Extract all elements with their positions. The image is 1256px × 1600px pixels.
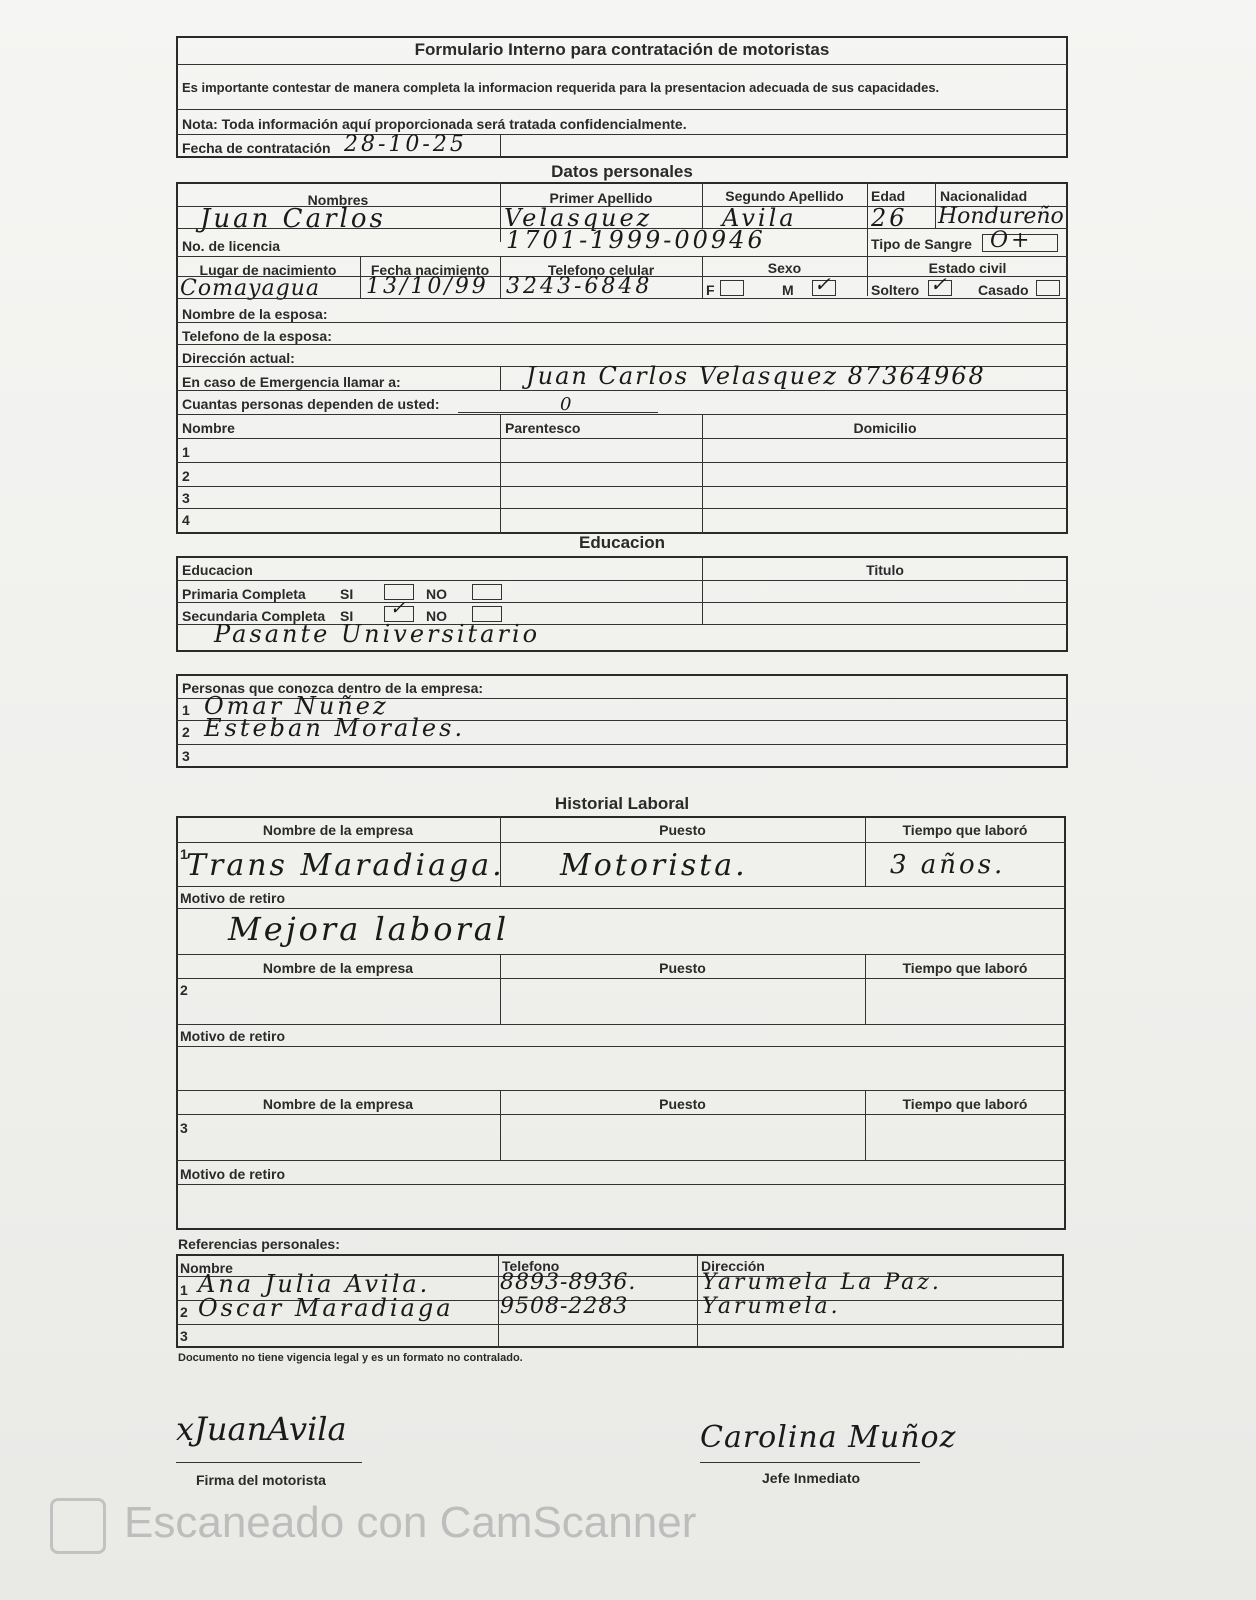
camscanner-logo-icon [50,1498,106,1554]
education-section-title: Educacion [579,533,665,552]
label-soltero: Soltero [871,282,920,298]
secundaria-si-mark: ✓ [390,598,409,619]
label-primaria: Primaria Completa [182,586,306,602]
label-segundo-apellido: Segundo Apellido [725,188,844,204]
label-fecha-nacimiento: Fecha nacimiento [370,262,490,278]
label-telefono-esposa: Telefono de la esposa: [182,328,332,344]
secundaria-si-label: SI [340,608,354,624]
label-dependientes: Cuantas personas dependen de usted: [182,396,440,412]
dependent-row-1: 1 [182,444,190,460]
work2-col-empresa: Nombre de la empresa [262,960,414,976]
value-telefono-celular: 3243-6848 [506,274,653,299]
reference-2-nombre: Oscar Maradiaga [198,1294,454,1322]
references-label: Referencias personales: [178,1236,340,1252]
label-sex-f: F [706,282,715,298]
acquaintance-1-name: Omar Nuñez [204,692,389,720]
sex-m-mark: ✓ [814,272,834,296]
work1-puesto: Motorista. [560,848,748,883]
work3-motivo-label: Motivo de retiro [180,1166,286,1182]
value-edad: 26 [871,204,908,232]
form-title: Formulario Interno para contratación de motoristas [414,40,830,59]
work1-col-tiempo: Tiempo que laboró [902,822,1028,838]
supervisor-signature: Carolina Muñoz [700,1420,957,1455]
label-estado-civil: Estado civil [928,260,1007,276]
driver-signature-label: Firma del motorista [196,1472,326,1488]
label-emergencia: En caso de Emergencia llamar a: [182,374,401,390]
work1-col-empresa: Nombre de la empresa [262,822,414,838]
acquaintance-2-name: Esteban Morales. [204,714,466,742]
value-licencia: 1701-1999-00946 [506,226,766,254]
references-col-telefono: Telefono [502,1258,560,1274]
label-primer-apellido: Primer Apellido [549,190,653,206]
reference-1-nombre: Ana Julia Avila. [198,1270,431,1298]
disclaimer: Documento no tiene vigencia legal y es un formato no contralado. [178,1352,523,1364]
education-col-educacion: Educacion [182,562,253,578]
label-secundaria: Secundaria Completa [182,608,326,624]
work3-col-tiempo: Tiempo que laboró [902,1096,1028,1112]
sex-f-checkbox [720,280,744,296]
value-dependientes: 0 [560,394,575,415]
driver-signature: xJuanAvila [176,1410,347,1448]
hire-date-label: Fecha de contratación [182,140,331,156]
work2-col-tiempo: Tiempo que laboró [902,960,1028,976]
label-telefono-celular: Telefono celular [547,262,655,278]
label-nombres: Nombres [307,192,369,208]
references-col-nombre: Nombre [180,1260,233,1276]
intro-text: Es importante contestar de manera completa la informacion requerida para la presentacion adecuada de sus capacidades. [182,80,940,95]
work1-empresa: Trans Maradiaga. [186,848,505,883]
value-tipo-sangre: O+ [990,228,1033,253]
work2-col-puesto: Puesto [659,960,706,976]
dependent-row-4: 4 [182,512,190,528]
work1-motivo: Mejora laboral [228,910,510,948]
education-col-titulo: Titulo [866,562,904,578]
work1-num: 1 [180,846,188,862]
dependents-col-nombre: Nombre [182,420,235,436]
work2-motivo-label: Motivo de retiro [180,1028,286,1044]
note-text: Nota: Toda información aquí proporcionada será tratada confidencialmente. [182,116,687,132]
dependent-row-3: 3 [182,490,190,506]
label-nacionalidad: Nacionalidad [940,188,1028,204]
hire-date-value: 28-10-25 [344,132,467,157]
work3-col-puesto: Puesto [659,1096,706,1112]
supervisor-signature-label: Jefe Inmediato [762,1470,861,1486]
reference-2-telefono: 9508-2283 [500,1294,629,1319]
value-nacionalidad: Hondureño [938,204,1064,229]
value-emergencia: Juan Carlos Velasquez 87364968 [526,362,986,390]
personal-section-title: Datos personales [551,162,693,181]
reference-1-telefono: 8893-8936. [500,1270,637,1295]
primaria-no-checkbox [472,584,502,600]
work3-num: 3 [180,1120,188,1136]
acquaintance-2-num: 2 [182,724,190,740]
acquaintances-label: Personas que conozca dentro de la empresa: [182,680,484,696]
secundaria-no-label: NO [426,608,447,624]
label-tipo-sangre: Tipo de Sangre [871,236,972,252]
value-primer-apellido: Velasquez [504,204,653,232]
value-fecha-nacimiento: 13/10/99 [366,274,489,299]
dependent-row-2: 2 [182,468,190,484]
primaria-si-label: SI [340,586,354,602]
acquaintance-3-num: 3 [182,748,190,764]
work2-num: 2 [180,982,188,998]
soltero-mark: ✓ [930,272,950,296]
dependents-col-domicilio: Domicilio [853,420,917,436]
work1-tiempo: 3 años. [890,850,1006,880]
label-licencia: No. de licencia [182,238,281,254]
primaria-no-label: NO [426,586,447,602]
value-lugar-nacimiento: Comayagua [180,276,320,301]
label-sex-m: M [782,282,794,298]
reference-1-direccion: Yarumela La Paz. [702,1270,942,1295]
dependents-col-parentesco: Parentesco [505,420,581,436]
references-col-direccion: Dirección [701,1258,765,1274]
reference-2-num: 2 [180,1304,188,1320]
label-casado: Casado [978,282,1029,298]
work1-motivo-label: Motivo de retiro [180,890,286,906]
label-edad: Edad [871,188,906,204]
work3-col-empresa: Nombre de la empresa [262,1096,414,1112]
value-segundo-apellido: Avila [722,204,797,232]
value-nombres: Juan Carlos [200,204,386,234]
scanner-watermark: Escaneado con CamScanner [124,1498,697,1547]
label-direccion: Dirección actual: [182,350,295,366]
work-history-title: Historial Laboral [554,794,690,813]
work1-col-puesto: Puesto [659,822,706,838]
label-nombre-esposa: Nombre de la esposa: [182,306,328,322]
reference-3-num: 3 [180,1328,188,1344]
reference-2-direccion: Yarumela. [702,1294,841,1319]
casado-checkbox [1036,280,1060,296]
label-lugar-nacimiento: Lugar de nacimiento [199,262,337,278]
label-sexo: Sexo [767,260,802,276]
reference-1-num: 1 [180,1282,188,1298]
education-extra: Pasante Universitario [214,620,541,648]
acquaintance-1-num: 1 [182,702,190,718]
